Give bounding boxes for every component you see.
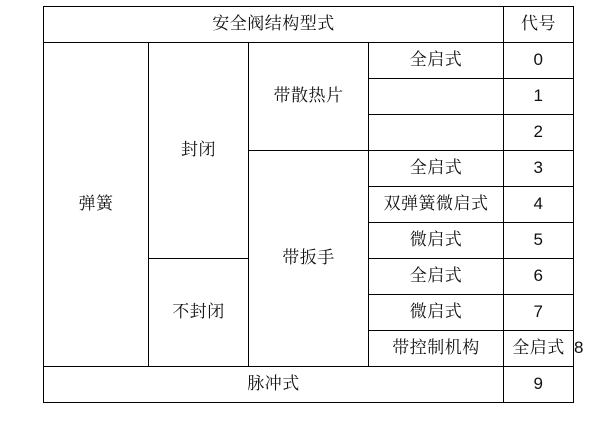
table-row: 带控制机构 全启式 8 <box>44 331 574 367</box>
cell-type-full-lift: 全启式 <box>369 43 504 79</box>
header-structure-title: 安全阀结构型式 <box>44 7 504 43</box>
valve-structure-table <box>43 6 584 403</box>
cell-type-blank <box>369 79 504 115</box>
cell-group-closed: 封闭 <box>149 43 249 259</box>
cell-group-spring: 弹簧 <box>44 43 149 367</box>
cell-code: 7 <box>504 295 574 331</box>
table-row <box>44 367 574 403</box>
cell-group-with-lever: 带扳手 <box>249 151 369 367</box>
cell-type-double-spring-micro: 双弹簧微启式 <box>369 187 504 223</box>
cell-code: 6 <box>504 259 574 295</box>
cell-group-pulse: 脉冲式 <box>44 367 504 403</box>
cell-group-with-fins: 带散热片 <box>249 43 369 151</box>
cell-type-micro-lift: 微启式 <box>369 223 504 259</box>
cell-type-full-lift: 全启式 <box>504 331 574 367</box>
cell-type-blank <box>369 115 504 151</box>
cell-code: 4 <box>504 187 574 223</box>
cell-code: 1 <box>504 79 574 115</box>
header-code-title: 代号 <box>504 7 574 43</box>
cell-code: 3 <box>504 151 574 187</box>
cell-type-full-lift: 全启式 <box>369 151 504 187</box>
cell-code: 9 <box>504 367 574 403</box>
table-header-row <box>44 7 574 43</box>
cell-code: 0 <box>504 43 574 79</box>
cell-group-with-control: 带控制机构 <box>369 331 504 367</box>
cell-code: 2 <box>504 115 574 151</box>
cell-code: 5 <box>504 223 574 259</box>
cell-type-micro-lift: 微启式 <box>369 295 504 331</box>
cell-type-full-lift: 全启式 <box>369 259 504 295</box>
table-row <box>44 43 574 79</box>
cell-group-not-closed: 不封闭 <box>149 259 249 367</box>
